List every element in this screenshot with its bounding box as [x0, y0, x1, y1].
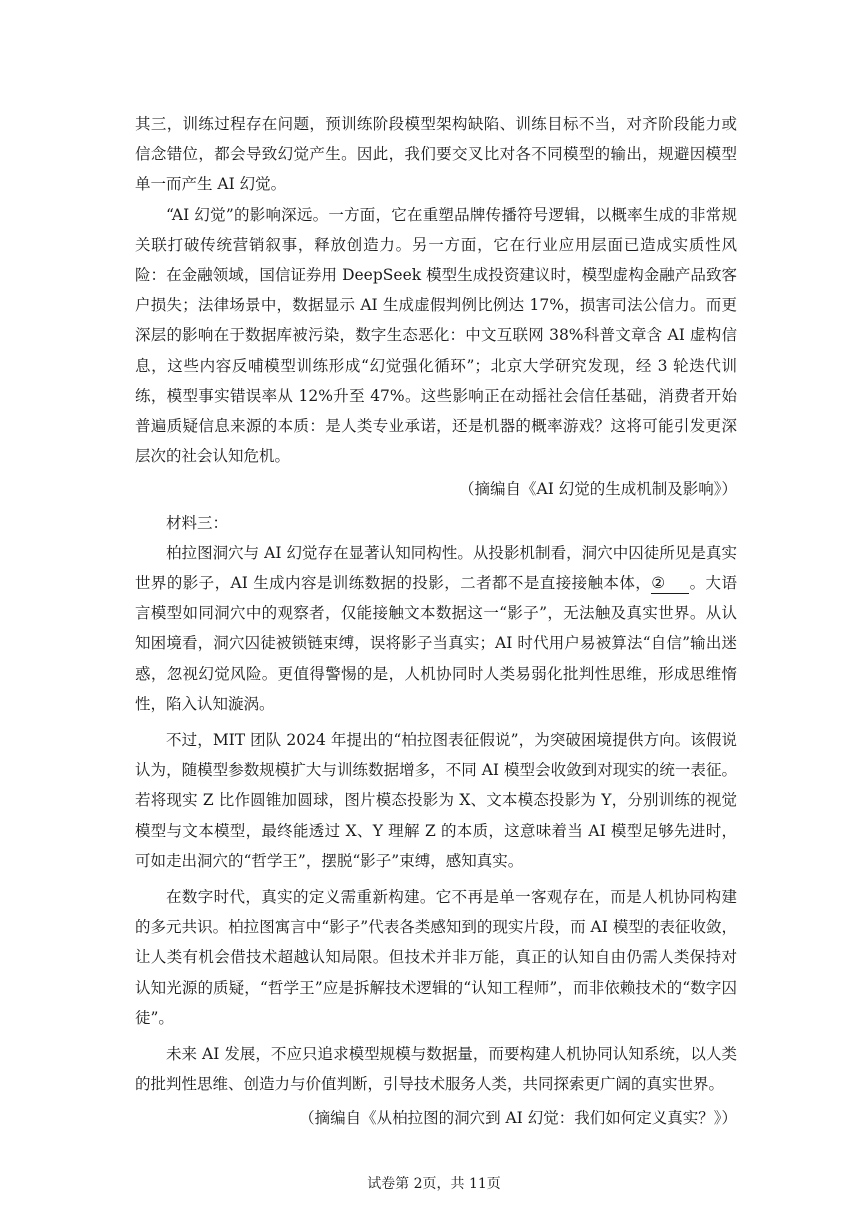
paragraph-training-issues: 其三，训练过程存在问题，预训练阶段模型架构缺陷、训练目标不当，对齐阶段能力或信念错位，都会导致幻觉产生。因此，我们要交叉比对各不同模型的输出，规避因模型单一而产生 AI 幻觉。: [135, 115, 737, 194]
plato-cave-text-after: 。大语言模型如同洞穴中的观察者，仅能接触文本数据这一“影子”，无法触及真实世界。从认知困境看，洞穴囚徒被锁链束缚，误将影子当真实；AI 时代用户易被算法“自信”输出迷惑，忽视幻觉风险。更值得警惕的是，人机协同时人类易弱化批判性思维，形成思维惰性，陷入认知漩涡。: [135, 574, 737, 713]
source-citation-material-2: （摘编自《AI 幻觉的生成机制及影响》）: [459, 480, 737, 499]
paragraph-mit-hypothesis: 不过，MIT 团队 2024 年提出的“柏拉图表征假说”，为突破困境提供方向。该假说认为，随模型参数规模扩大与训练数据增多，不同 AI 模型会收敛到对现实的统一表征。若将现实 Z 比作圆锥加圆球，图片模态投影为 X、文本模态投影为 Y，分别训练的视觉模型与文本模型，最终能透过 X、Y 理解 Z 的本质，这意味着当 AI 模型足够先进时，可如走出洞穴的“哲学王”，摆脱“影子”束缚，感知真实。: [135, 731, 737, 870]
paragraph-digital-era-truth: 在数字时代，真实的定义需重新构建。它不再是单一客观存在，而是人机协同构建的多元共识。柏拉图寓言中“影子”代表各类感知到的现实片段，而 AI 模型的表征收敛，让人类有机会借技术超越认知局限。但技术并非万能，真正的认知自由仍需人类保持对认知光源的质疑，“哲学王”应是拆解技术逻辑的“认知工程师”，而非依赖技术的“数字囚徒”。: [135, 888, 737, 1027]
paragraph-plato-cave: [135, 538, 737, 719]
plato-cave-text-before: 柏拉图洞穴与 AI 幻觉存在显著认知同构性。从投影机制看，洞穴中囚徒所见是真实世界的影子，AI 生成内容是训练数据的投影，二者都不是直接接触本体，: [135, 543, 737, 593]
page-number-footer: 试卷第 2页，共 11页: [367, 1176, 501, 1192]
paragraph-future-ai: 未来 AI 发展，不应只追求模型规模与数据量，而要构建人机协同认知系统，以人类的批判性思维、创造力与价值判断，引导技术服务人类，共同探索更广阔的真实世界。: [135, 1045, 737, 1094]
source-citation-material-3: （摘编自《从柏拉图的洞穴到 AI 幻觉：我们如何定义真实？》）: [299, 1108, 737, 1127]
paragraph-ai-hallucination-impact: “AI 幻觉”的影响深远。一方面，它在重塑品牌传播符号逻辑，以概率生成的非常规关联打破传统营销叙事，释放创造力。另一方面，它在行业应用层面已造成实质性风险：在金融领域，国信证券用 DeepSeek 模型生成投资建议时，模型虚构金融产品致客户损失；法律场景中，数据显示 AI 生成虚假判例比例达 17%，损害司法公信力。而更深层的影响在于数据库被污染，数字生态恶化：中文互联网 38%科普文章含 AI 虚构信息，这些内容反哺模型训练形成“幻觉强化循环”；北京大学研究发现，经 3 轮迭代训练，模型事实错误率从 12%升至 47%。这些影响正在动摇社会信任基础，消费者开始普遍质疑信息来源的本质：是人类专业承诺，还是机器的概率游戏？这将可能引发更深层次的社会认知危机。: [135, 205, 737, 466]
fill-in-blank-2: ②: [651, 573, 689, 594]
material-3-label: 材料三：: [166, 513, 229, 532]
reading-passage: [135, 109, 737, 1133]
